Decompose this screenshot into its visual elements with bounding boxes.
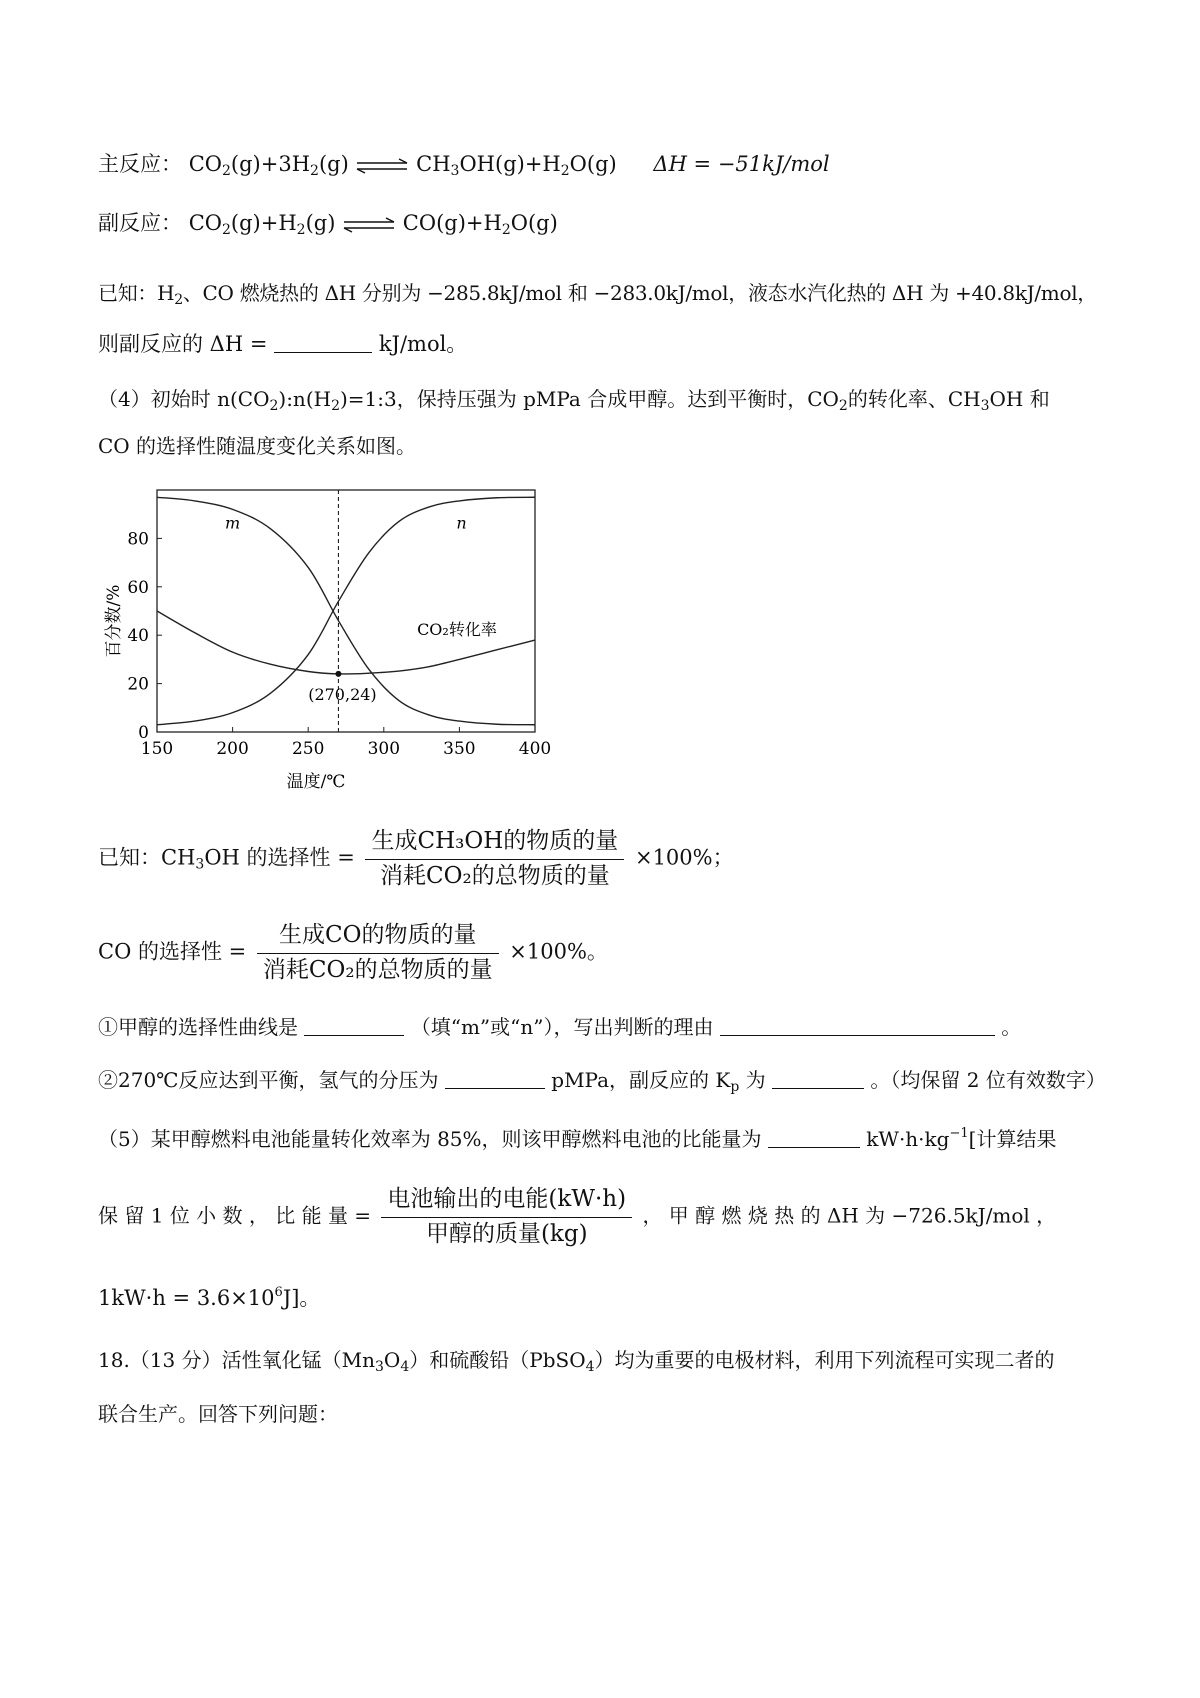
side-reaction-rhs: $CO(g)+H_2O(g)$ (402, 211, 558, 238)
fraction-numerator: 电池输出的电能(kW·h) (387, 1186, 627, 1212)
side-reaction: 副反应： $CO_2(g)+H_2(g)$ $CO(g)+H_2O(g)$ (98, 211, 558, 238)
main-reaction: 主反应： $CO_2(g)+3H_2(g)$ $CH_3OH(g)+H_2O(g) \Delta H = -51kJ/mol$ (98, 152, 830, 179)
y-tick-label: 0 (138, 723, 149, 743)
q4-line2: CO 的选择性随温度变化关系如图。 (98, 434, 417, 458)
curve-label-m: m (225, 513, 241, 533)
y-tick-label: 60 (127, 577, 149, 598)
answer-blank-curve[interactable] (304, 1017, 404, 1036)
curve-label-n: n (456, 513, 467, 533)
fraction-denominator: 甲醇的质量(kg) (381, 1217, 632, 1249)
y-tick-label: 20 (127, 674, 149, 695)
main-reaction-rhs: $CH_3OH(g)+H_2O(g)$ (416, 152, 617, 179)
x-axis-label: 温度/℃ (286, 772, 346, 792)
x-tick-label: 400 (518, 739, 552, 759)
answer-blank-specific-energy[interactable] (768, 1129, 860, 1148)
x-tick-label: 300 (367, 739, 401, 759)
co-selectivity-def: CO 的选择性 = $\frac{\text{生成CO的物质的量}}{\text{消耗CO₂的总物质的量}}$ ×100%。 (98, 922, 608, 983)
main-reaction-dh: ΔH = −51kJ/mol (653, 152, 830, 176)
fraction-numerator: 生成CH₃OH的物质的量 (371, 828, 619, 854)
x-tick-label: 150 (140, 739, 174, 759)
question-a: ①甲醇的选择性曲线是 （填“m”或“n”），写出判断的理由 。 (98, 1015, 1022, 1039)
q5-line1: （5）某甲醇燃料电池能量转化效率为 85%，则该甲醇燃料电池的比能量为 $kW\cdot h\cdot kg^{-1}$[计算结果 (98, 1126, 1057, 1151)
fraction-denominator: 消耗CO₂的总物质的量 (257, 953, 499, 985)
x-tick-label: 250 (291, 739, 325, 759)
fraction-numerator: 生成CO的物质的量 (279, 922, 477, 948)
question-b: ②270℃反应达到平衡，氢气的分压为 pMPa，副反应的 $K_p$ 为 。（均保留 2 位有效数字） (98, 1068, 1106, 1095)
x-tick-label: 350 (443, 739, 476, 759)
selectivity-chart (95, 480, 555, 815)
q5-line2: 保 留 1 位 小 数 ， 比 能 量 = $\frac{\text{电池输出的电能(kW·h)}}{\text{甲醇的质量(kg)}}$ ， 甲 醇 燃 烧 热 的 ΔH 为 −726.5kJ/mol ， (98, 1186, 1057, 1247)
ch3oh-selectivity-fraction (365, 828, 624, 890)
main-reaction-lhs: $CO_2(g)+3H_2(g)$ (188, 152, 349, 179)
answer-blank-kp[interactable] (772, 1070, 864, 1089)
side-reaction-lhs: $CO_2(g)+H_2(g)$ (188, 211, 336, 238)
answer-blank-dh[interactable] (274, 334, 372, 353)
ch3oh-selectivity-def: 已知：$CH_3OH$ 的选择性 = $\frac{\text{生成CH₃OH的物质的量}}{\text{消耗CO₂的总物质的量}}$ ×100%； (98, 828, 734, 889)
y-tick-label: 40 (127, 626, 149, 647)
co-selectivity-fraction (257, 922, 499, 984)
q18-line1: 18.（13 分）活性氧化锰$(Mn_3O_4)$和硫酸铅（PbSO$_4$）均为重要的电极材料，利用下列流程可实现二者的 (98, 1348, 1055, 1375)
q18-line2: 联合生产。回答下列问题： (98, 1402, 338, 1426)
known-info-line1: 已知：$H_2$、CO 燃烧热的 ΔH 分别为 −285.8kJ/mol 和 −283.0kJ/mol，液态水汽化热的 ΔH 为 +40.8kJ/mol， (98, 281, 1097, 308)
x-tick-label: 200 (216, 739, 249, 759)
data-point (335, 671, 341, 677)
answer-blank-h2-pressure[interactable] (445, 1070, 545, 1089)
curve-label-co2: CO₂转化率 (417, 620, 497, 640)
equilibrium-arrow-icon (342, 217, 396, 233)
q4-line1: （4）初始时 $n(CO_2):n(H_2)=1:3$，保持压强为 pMPa 合成甲醇。达到平衡时，$CO_2$的转化率、$CH_3OH$ 和 (98, 387, 1050, 414)
fraction-denominator: 消耗CO₂的总物质的量 (365, 859, 624, 891)
y-axis-label: 百分数/% (104, 584, 124, 658)
y-tick-label: 80 (127, 529, 149, 550)
equilibrium-arrow-icon (355, 158, 409, 174)
known-info-line2: 则副反应的 ΔH = kJ/mol。 (98, 332, 468, 356)
specific-energy-fraction (381, 1186, 632, 1248)
q5-line3: $1kW\cdot h = 3.6\times 10^6J$]。 (98, 1285, 321, 1310)
point-label: (270,24) (308, 684, 377, 704)
answer-blank-reason[interactable] (720, 1017, 995, 1036)
